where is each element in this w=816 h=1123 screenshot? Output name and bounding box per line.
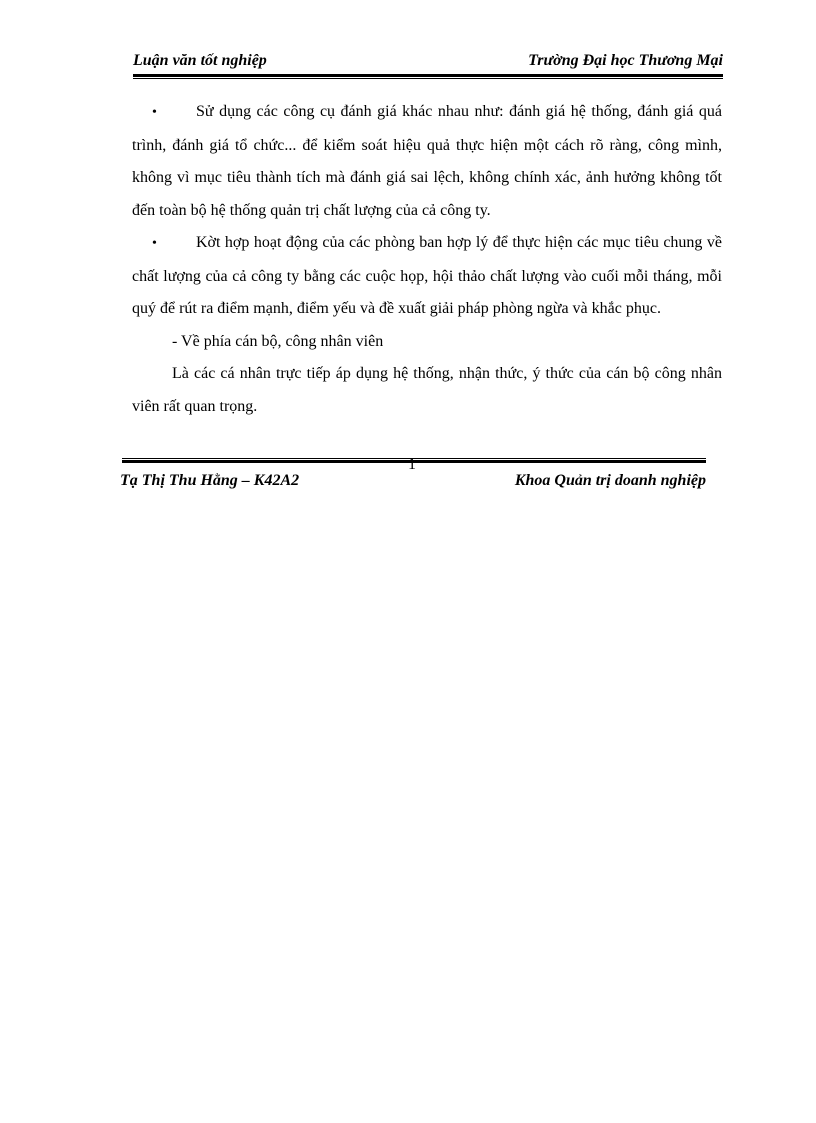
body-paragraph: Là các cá nhân trực tiếp áp dụng hệ thống, nhận thức, ý thức của cán bộ công nhân viên rất quan trọng. (132, 365, 722, 415)
header-university-name: Trường Đại học Thương Mại (528, 52, 723, 69)
bullet-paragraph-evaluation-tools (132, 96, 722, 227)
page-body (132, 96, 722, 423)
footer-author: Tạ Thị Thu Hằng – K42A2 (120, 472, 300, 489)
page-header (133, 52, 723, 76)
section-subheading: - Về phía cán bộ, công nhân viên (172, 332, 384, 350)
bullet-paragraph-department-coordination (132, 227, 722, 326)
header-thesis-title: Luận văn tốt nghiệp (133, 52, 267, 69)
page-footer (120, 472, 706, 496)
bullet-text: Sử dụng các công cụ đánh giá khác nhau như: đánh giá hệ thống, đánh giá quá trình, đánh giá tổ chức... để kiểm soát hiệu quả thực hiện một cách rõ ràng, công mình, không vì mục tiêu thành tích mà đánh giá sai lệch, không chính xác, ảnh hưởng không tốt đến toàn bộ hệ thống quản trị chất lượng của cả công ty. (132, 103, 722, 219)
header-divider (133, 74, 723, 79)
bullet-icon: • (152, 105, 157, 120)
page-number: 1 (408, 456, 416, 473)
bullet-icon: • (152, 236, 157, 251)
bullet-text: Kờt hợp hoạt động của các phòng ban hợp lý để thực hiện các mục tiêu chung về chất lượng của cả công ty bằng các cuộc họp, hội thảo chất lượng vào cuối mỗi tháng, mỗi quý để rút ra điểm mạnh, điểm yếu và đề xuất giải pháp phòng ngừa và khắc phục. (132, 234, 722, 317)
footer-faculty: Khoa Quản trị doanh nghiệp (514, 472, 706, 489)
